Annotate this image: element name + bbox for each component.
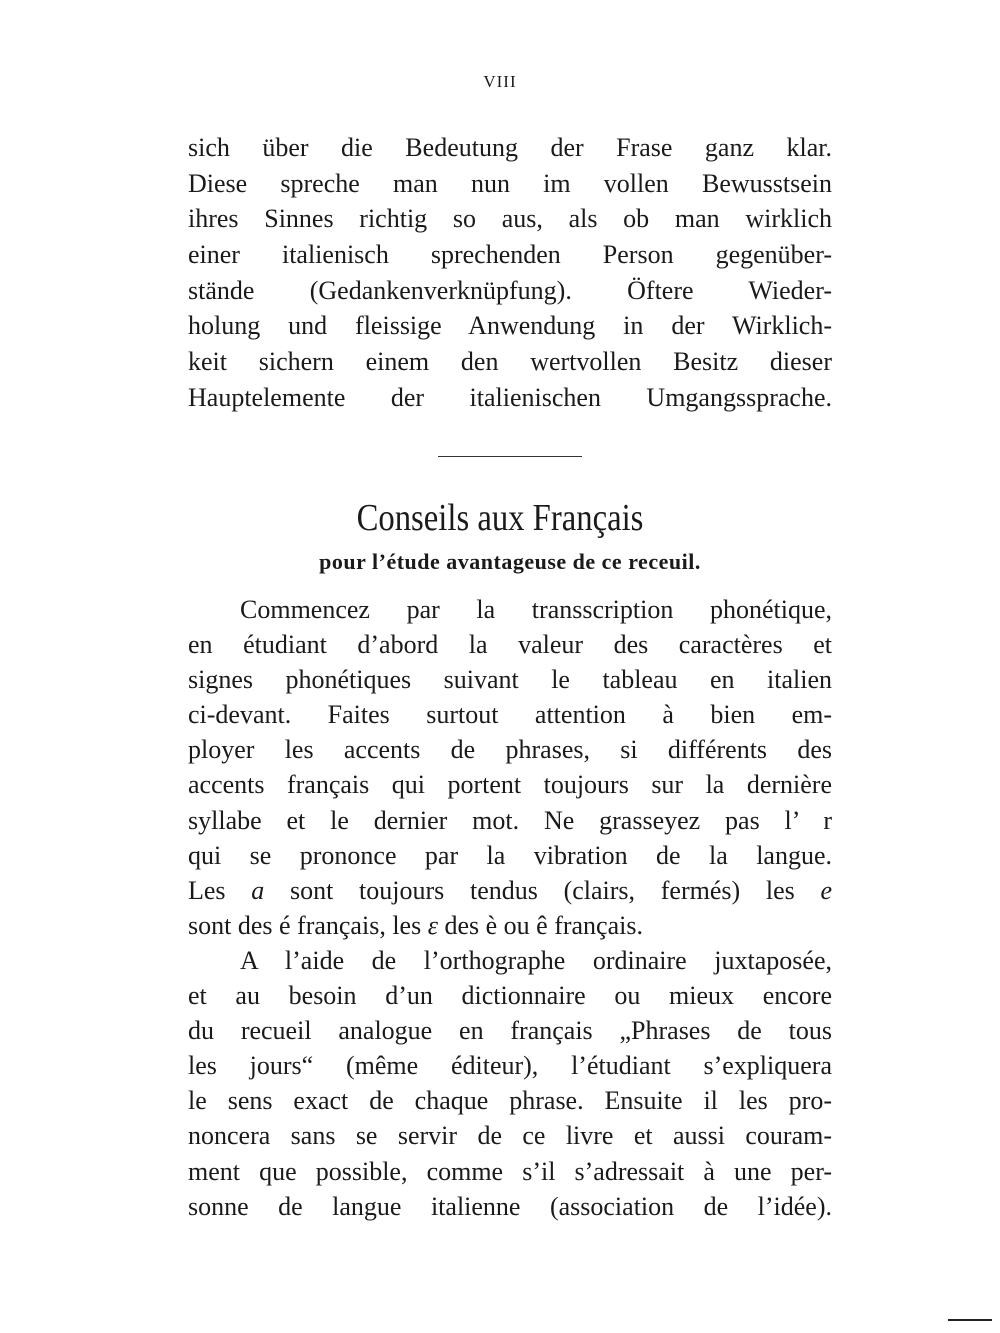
text-line: et au besoin d’un dictionnaire ou mieux encore	[188, 981, 832, 1011]
section-title: Conseils aux Français	[356, 497, 644, 539]
text-line: ployer les accents de phrases, si différents des	[188, 735, 832, 765]
page-edge-mark	[948, 1319, 992, 1321]
german-paragraph	[188, 130, 832, 416]
text-line: stände (Gedankenverknüpfung). Öftere Wieder-	[188, 275, 832, 305]
text-line: ci-devant. Faites surtout attention à bien em-	[188, 700, 832, 730]
french-text	[188, 592, 832, 1224]
text-line: qui se prononce par la vibration de la langue.	[188, 840, 832, 870]
text-line: les jours“ (même éditeur), l’étudiant s’expliquera	[188, 1051, 832, 1081]
text-line: keit sichern einem den wertvollen Besitz dieser	[188, 347, 832, 377]
text-line: sonne de langue italienne (association de l’idée).	[188, 1191, 832, 1221]
text-line: ment que possible, comme s’il s’adressait à une per-	[188, 1156, 832, 1186]
text-line: Commencez par la transscription phonétique,	[240, 595, 832, 624]
text-line: sich über die Bedeutung der Frase ganz klar.	[188, 133, 832, 162]
text-line-mixed	[188, 908, 832, 943]
text-fragment: des è ou ê français.	[437, 910, 643, 940]
text-line: einer italienisch sprechenden Person gegenüber-	[188, 240, 832, 270]
text-line: syllabe et le dernier mot. Ne grasseyez pas l’ r	[188, 805, 832, 835]
text-line: A l’aide de l’orthographe ordinaire juxtaposée,	[240, 945, 832, 975]
text-fragment: sont toujours tendus (clairs, fermés) les	[264, 875, 821, 905]
section-separator-rule	[438, 456, 582, 457]
text-line-mixed	[188, 873, 832, 908]
text-line: accents français qui portent toujours sur la dernière	[188, 770, 832, 800]
text-line: le sens exact de chaque phrase. Ensuite il les pro-	[188, 1086, 832, 1116]
text-fragment: Les	[188, 875, 252, 905]
page-number: VIII	[483, 72, 517, 91]
text-line: holung und fleissige Anwendung in der Wirklich-	[188, 311, 832, 341]
text-line: en étudiant d’abord la valeur des caractères et	[188, 630, 832, 660]
text-line: ihres Sinnes richtig so aus, als ob man wirklich	[188, 204, 832, 234]
italic-letter-epsilon: ε	[427, 910, 438, 940]
text-fragment: sont des é français, les	[188, 910, 428, 940]
section-subtitle: pour l’étude avantageuse de ce receuil.	[319, 549, 701, 574]
text-line: Diese spreche man nun im vollen Bewusstsein	[188, 168, 832, 198]
text-line: noncera sans se servir de ce livre et aussi couram-	[188, 1121, 832, 1151]
text-line: Hauptelemente der italienischen Umgangssprache.	[188, 382, 832, 412]
text-line: du recueil analogue en français „Phrases de tous	[188, 1016, 832, 1046]
italic-letter-a: a	[251, 875, 265, 905]
italic-letter-e: e	[820, 875, 833, 905]
text-line: signes phonétiques suivant le tableau en italien	[188, 665, 832, 695]
